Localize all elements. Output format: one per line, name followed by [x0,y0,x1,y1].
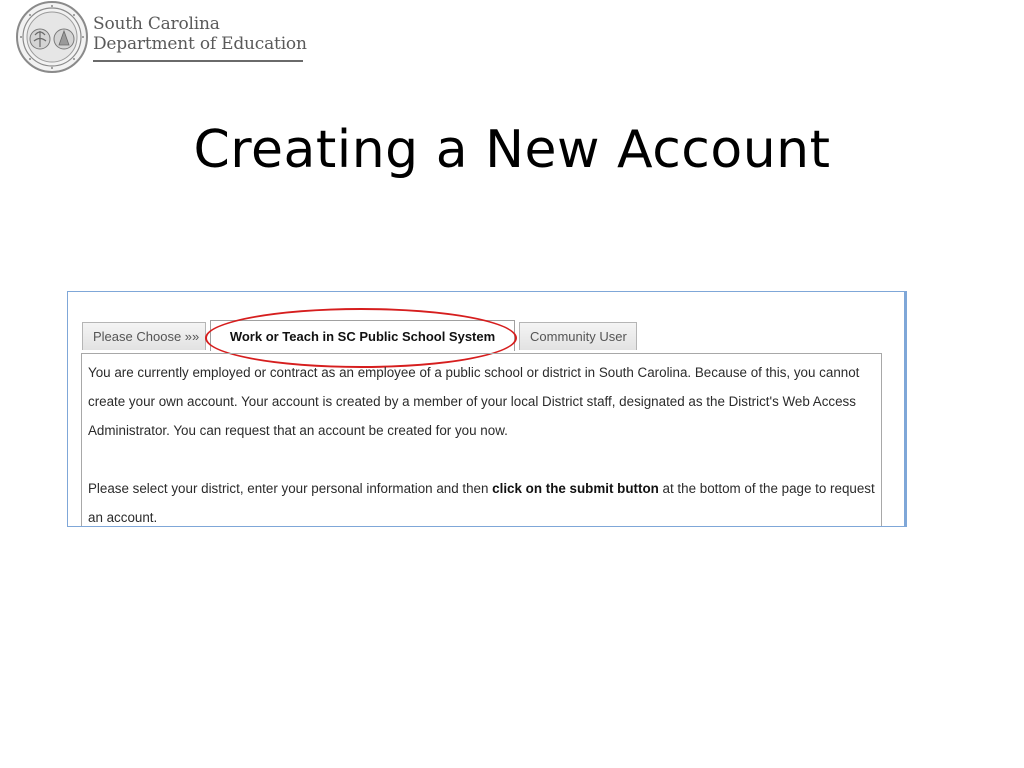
instructions-text-after: at the bottom of the page to request an account. [88,481,875,525]
instructions-paragraph-2 [88,474,875,527]
org-name-line-2: Department of Education [93,34,307,54]
state-seal-icon [16,1,90,73]
tab-content-panel [81,353,882,527]
tab-community-user[interactable]: Community User [519,322,637,350]
org-name-line-1: South Carolina [93,14,220,34]
submit-instruction-bold: click on the submit button [492,481,659,496]
tab-please-choose[interactable]: Please Choose »» [82,322,206,350]
instructions-paragraph-1: You are currently employed or contract as an employee of a public school or district in South Carolina. Because of this, you cannot create your own account. Your account is created by a member of your local District staff, designated as the District's Web Access Administrator. You can request that an account be created for you now. [88,365,860,438]
account-form-screenshot [67,291,907,527]
account-type-tabs [82,322,882,354]
tab-work-or-teach[interactable]: Work or Teach in SC Public School System [210,320,515,351]
logo-underline [93,60,303,62]
sc-department-logo [16,1,316,73]
instructions-text-before: Please select your district, enter your personal information and then [88,481,493,496]
slide-title: Creating a New Account [193,120,831,180]
